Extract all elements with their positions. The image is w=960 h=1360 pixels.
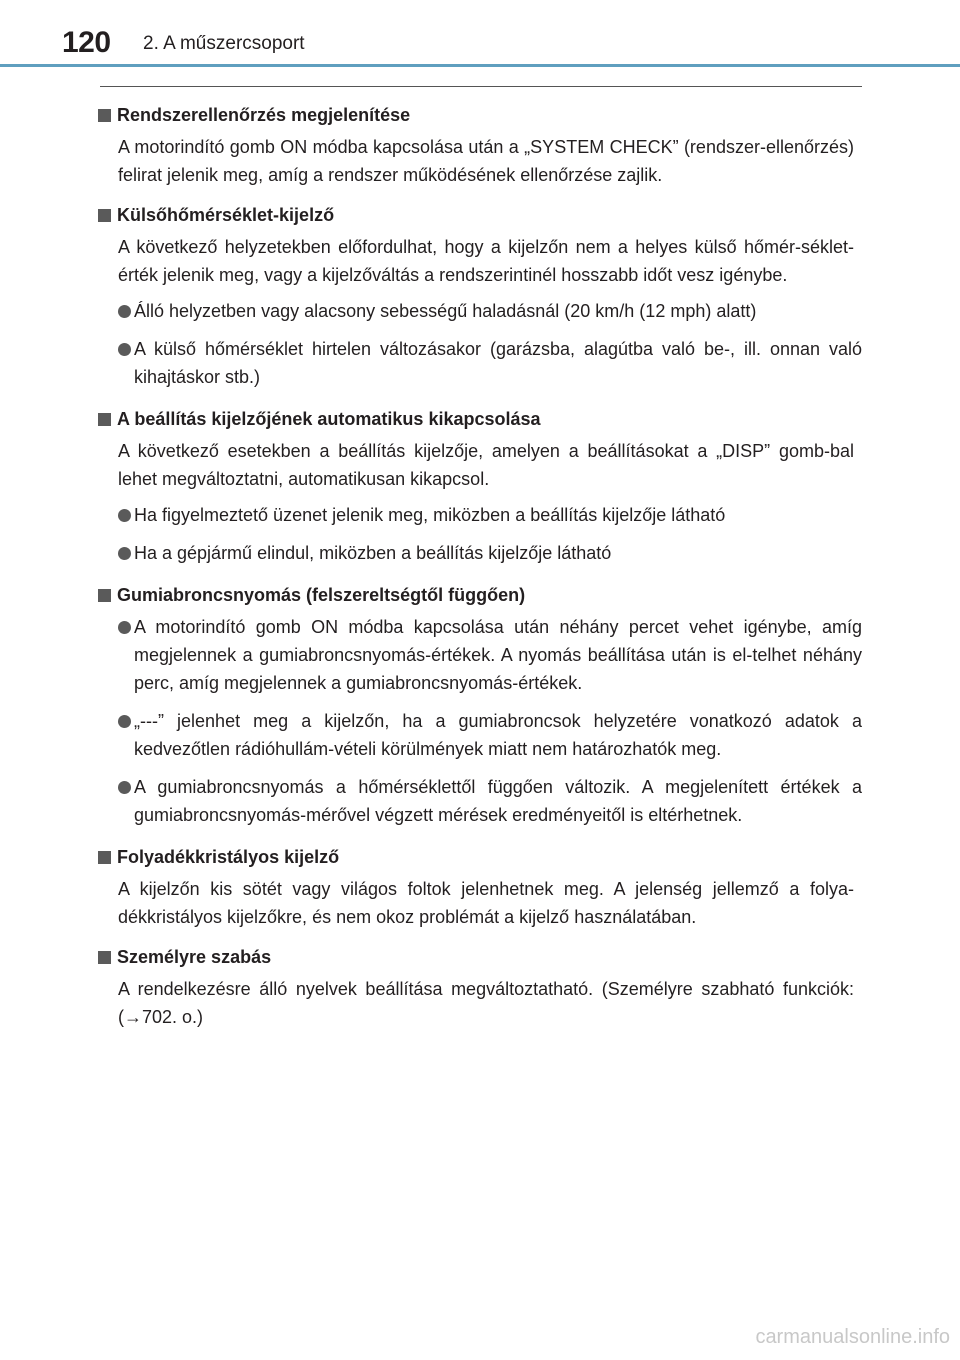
- square-bullet-icon: [98, 109, 111, 122]
- round-bullet-icon: [118, 509, 131, 522]
- section-heading: [96, 843, 866, 871]
- round-bullet-icon: [118, 547, 131, 560]
- bullet-item: [118, 613, 862, 697]
- bullet-text: „---” jelenhet meg a kijelzőn, ha a gumiabroncsok helyzetére vonatkozó adatok a kedvezőtlen rádióhullám-vételi körülmények miatt nem határozhatók meg.: [134, 711, 862, 759]
- round-bullet-icon: [118, 343, 131, 356]
- round-bullet-icon: [118, 305, 131, 318]
- document-body: [96, 101, 866, 1043]
- section: [96, 405, 866, 581]
- bullet-item: [118, 501, 862, 529]
- section-heading: [96, 943, 866, 971]
- section-title: Külsőhőmérséklet-kijelző: [117, 205, 335, 225]
- content-divider: [100, 86, 862, 87]
- bullet-item: [118, 539, 862, 567]
- section: [96, 943, 866, 1043]
- section: [96, 201, 866, 405]
- header-divider: [0, 64, 960, 67]
- square-bullet-icon: [98, 413, 111, 426]
- paragraph: A rendelkezésre álló nyelvek beállítása megváltoztatható. (Személyre szabható funkciók: (→702. o.): [118, 979, 854, 1027]
- section-title: Rendszerellenőrzés megjelenítése: [117, 105, 411, 125]
- paragraph: A kijelzőn kis sötét vagy világos foltok jelenhetnek meg. A jelenség jellemző a folya-dékkristályos kijelzőkre, és nem okoz problémát a kijelző használatában.: [118, 879, 854, 927]
- square-bullet-icon: [98, 851, 111, 864]
- bullet-item: [118, 773, 862, 829]
- square-bullet-icon: [98, 589, 111, 602]
- round-bullet-icon: [118, 621, 131, 634]
- section-heading: [96, 201, 866, 229]
- section: [96, 843, 866, 943]
- paragraph: A következő esetekben a beállítás kijelzője, amelyen a beállításokat a „DISP” gomb-bal lehet megváltoztatni, automatikusan kikapcsol.: [118, 441, 854, 489]
- section-heading: [96, 581, 866, 609]
- section: [96, 101, 866, 201]
- bullet-text: A gumiabroncsnyomás a hőmérséklettől függően változik. A megjelenített értékek a gumiabroncsnyomás-mérővel végzett mérések eredményeitől is eltérhetnek.: [134, 777, 862, 825]
- bullet-item: [118, 707, 862, 763]
- bullet-text: A motorindító gomb ON módba kapcsolása után néhány percet vehet igénybe, amíg megjelennek a gumiabroncsnyomás-értékek. A nyomás beállítása után is el-telhet néhány perc, amíg megjelennek a gumiabroncsnyomás-értékek.: [134, 617, 862, 693]
- bullet-text: Ha a gépjármű elindul, miközben a beállítás kijelzője látható: [134, 543, 612, 563]
- section: [96, 581, 866, 843]
- page-number: 120: [62, 26, 111, 59]
- section-heading: [96, 405, 866, 433]
- section-spacer: [96, 1039, 866, 1043]
- section-title: A beállítás kijelzőjének automatikus kikapcsolása: [117, 409, 541, 429]
- bullet-item: [118, 335, 862, 391]
- round-bullet-icon: [118, 715, 131, 728]
- watermark: carmanualsonline.info: [755, 1326, 950, 1348]
- paragraph: A motorindító gomb ON módba kapcsolása után a „SYSTEM CHECK” (rendszer-ellenőrzés) felirat jelenik meg, amíg a rendszer működésének ellenőrzése zajlik.: [118, 137, 854, 185]
- section-title: Folyadékkristályos kijelző: [117, 847, 340, 867]
- bullet-text: A külső hőmérséklet hirtelen változásakor (garázsba, alagútba való be-, ill. onnan való kihajtáskor stb.): [134, 339, 862, 387]
- square-bullet-icon: [98, 209, 111, 222]
- section-title: Gumiabroncsnyomás (felszereltségtől függően): [117, 585, 526, 605]
- page-header: [0, 0, 960, 68]
- round-bullet-icon: [118, 781, 131, 794]
- chapter-title: 2. A műszercsoport: [143, 33, 305, 54]
- section-heading: [96, 101, 866, 129]
- bullet-text: Ha figyelmeztető üzenet jelenik meg, miközben a beállítás kijelzője látható: [134, 505, 726, 525]
- paragraph: A következő helyzetekben előfordulhat, hogy a kijelzőn nem a helyes külső hőmér-séklet-érték jelenik meg, vagy a kijelzőváltás a rendszerintinél hosszabb időt vesz igénybe.: [118, 237, 854, 285]
- bullet-text: Álló helyzetben vagy alacsony sebességű haladásnál (20 km/h (12 mph) alatt): [134, 301, 757, 321]
- section-title: Személyre szabás: [117, 947, 272, 967]
- square-bullet-icon: [98, 951, 111, 964]
- bullet-item: [118, 297, 862, 325]
